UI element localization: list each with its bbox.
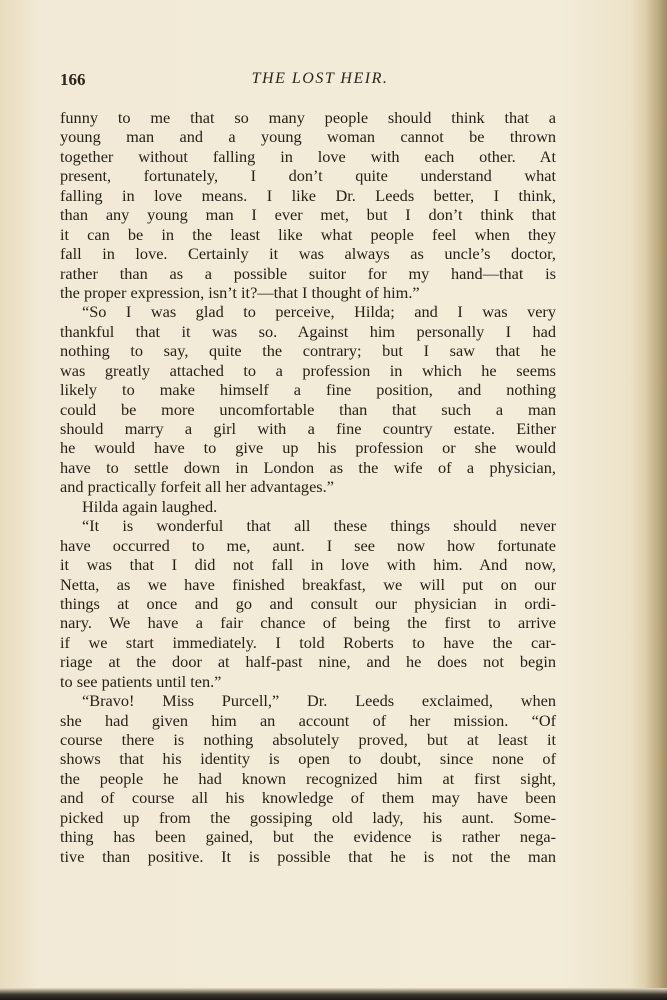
text-line: and practically forfeit all her advantages.”: [60, 477, 334, 497]
text-line: fall in love. Certainly it was always as uncle’s doctor,: [60, 244, 556, 264]
text-line: was greatly attached to a profession in which he seems: [60, 360, 556, 380]
text-line: “It is wonderful that all these things should never: [82, 516, 556, 536]
text-line: he would have to give up his profession or she would: [60, 438, 556, 458]
text-line: funny to me that so many people should think that a: [60, 108, 556, 127]
text-line: Netta, as we have finished breakfast, we will put on our: [60, 574, 556, 594]
text-line: if we start immediately. I told Roberts to have the car-: [60, 632, 556, 652]
text-line: things at once and go and consult our physician in ordi-: [60, 593, 556, 613]
running-title: THE LOST HEIR.: [251, 70, 389, 87]
page-header: [60, 70, 580, 94]
text-line: course there is nothing absolutely proved, but at least it: [60, 730, 556, 749]
text-line: “So I was glad to perceive, Hilda; and I was very: [82, 302, 556, 322]
text-line: and of course all his knowledge of them may have been: [60, 788, 556, 808]
text-line: nothing to say, quite the contrary; but I saw that he: [60, 341, 556, 361]
text-line: should marry a girl with a fine country estate. Either: [60, 419, 556, 438]
text-line: Hilda again laughed.: [82, 496, 218, 516]
text-line: than any young man I ever met, but I don’t think that: [60, 205, 556, 225]
text-line: the people he had known recognized him at first sight,: [60, 768, 556, 788]
text-line: have occurred to me, aunt. I see now how fortunate: [60, 535, 556, 555]
text-line: riage at the door at half-past nine, and he does not begin: [60, 652, 556, 672]
body-text: [60, 108, 556, 866]
text-line: falling in love means. I like Dr. Leeds better, I think,: [60, 185, 556, 205]
text-line: nary. We have a fair chance of being the first to arrive: [60, 613, 556, 633]
text-line: have to settle down in London as the wife of a physician,: [60, 457, 556, 477]
text-line: it was that I did not fall in love with him. And now,: [60, 555, 556, 575]
text-line: rather than as a possible suitor for my hand—that is: [60, 263, 556, 283]
text-line: tive than positive. It is possible that he is not the man: [60, 846, 556, 866]
text-line: to see patients until ten.”: [60, 671, 222, 691]
text-line: shows that his identity is open to doubt, since none of: [60, 749, 556, 769]
text-line: likely to make himself a fine position, and nothing: [60, 380, 556, 400]
text-line: could be more uncomfortable than that such a man: [60, 399, 556, 419]
text-line: together without falling in love with each other. At: [60, 146, 556, 166]
text-line: thankful that it was so. Against him personally I had: [60, 321, 556, 341]
text-line: she had given him an account of her mission. “Of: [60, 710, 556, 730]
page-bottom-edge: [0, 988, 667, 1000]
text-line: young man and a young woman cannot be thrown: [60, 127, 556, 147]
text-line: it can be in the least like what people feel when they: [60, 224, 556, 244]
page-number: 166: [60, 70, 86, 89]
text-line: thing has been gained, but the evidence is rather nega-: [60, 827, 556, 847]
page-gutter-shadow: [645, 0, 667, 1000]
text-line: “Bravo! Miss Purcell,” Dr. Leeds exclaimed, when: [82, 691, 556, 711]
text-line: present, fortunately, I don’t quite understand what: [60, 166, 556, 186]
text-line: the proper expression, isn’t it?—that I thought of him.”: [60, 282, 420, 302]
text-line: picked up from the gossiping old lady, his aunt. Some-: [60, 807, 556, 827]
